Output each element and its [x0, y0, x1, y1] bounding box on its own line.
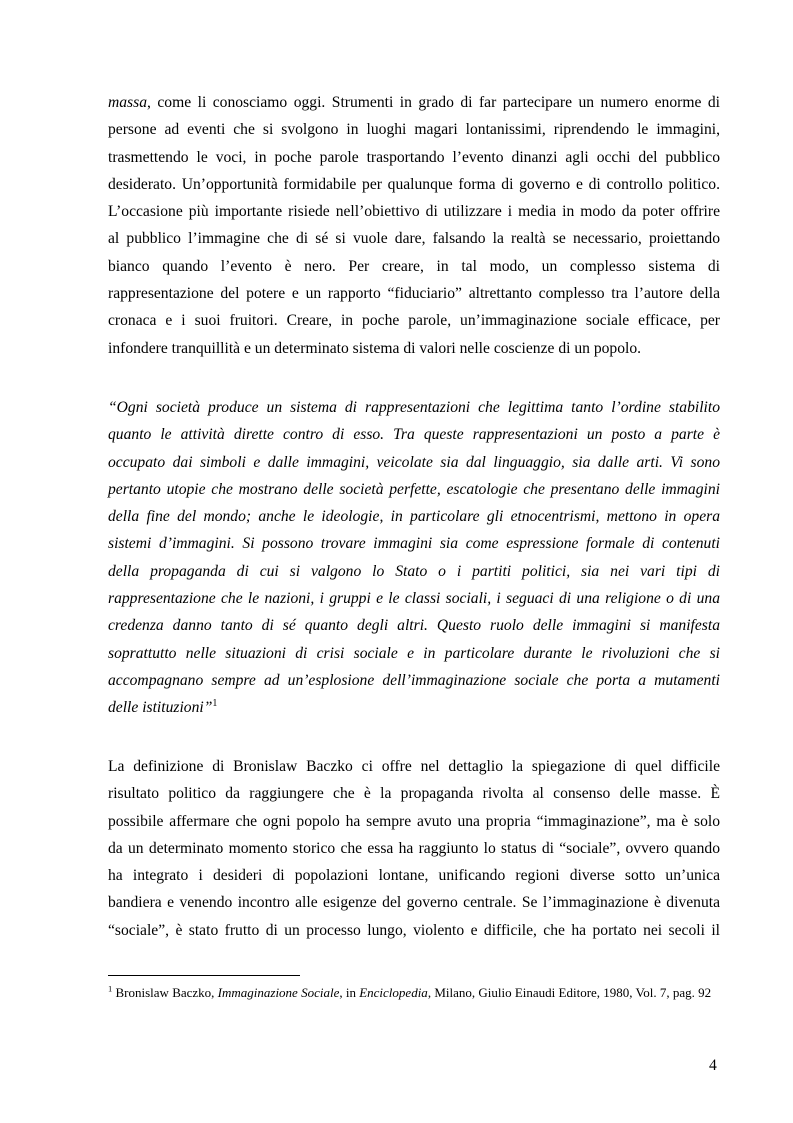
text-line: L’occasione più importante risiede nell’obiettivo di utilizzare i media in modo da poter offrire	[108, 203, 720, 221]
text-line: rappresentazione del potere e un rapporto “fiduciario” altrettanto complesso tra l’autore della	[108, 285, 720, 303]
text-line: ha integrato i desideri di popolazioni lontane, unificando regioni diverse sotto un’unica	[108, 867, 720, 885]
footnote-middle: , in	[339, 985, 360, 1000]
quote-line-text: delle istituzioni”	[108, 699, 213, 717]
quote-line: occupato dai simboli e dalle immagini, veicolate sia dal linguaggio, sia dalle arti. Vi sono	[108, 453, 720, 471]
paragraph-2	[108, 753, 720, 944]
quote-line: credenza danno tanto di sé quanto degli altri. Questo ruolo delle immagini si manifesta	[108, 617, 720, 635]
text-line	[108, 89, 720, 116]
quote-line: della propaganda di cui si valgono lo Stato o i partiti politici, sia nei vari tipi di	[108, 562, 720, 580]
quote-line: “Ogni società produce un sistema di rappresentazioni che legittima tanto l’ordine stabilito	[108, 399, 720, 416]
quote-line: pertanto utopie che mostrano delle società perfette, escatologie che presentano delle immagini	[108, 480, 720, 498]
text-line: da un determinato momento storico che essa ha raggiunto lo status di “sociale”, ovvero quando	[108, 839, 720, 857]
footnote-author: Bronislaw Baczko,	[112, 985, 218, 1000]
text-line: trasmettendo le voci, in poche parole trasportando l’evento dinanzi agli occhi del pubblico	[108, 148, 720, 166]
footnote-reference[interactable]: 1	[212, 698, 218, 710]
footnote-work: Enciclopedia	[359, 985, 428, 1000]
footnote-title: Immaginazione Sociale	[217, 985, 340, 1000]
quote-line: accompagnano sempre ad un’esplosione dell’immaginazione sociale che porta a mutamenti	[108, 671, 720, 689]
footnote-separator	[108, 975, 300, 976]
text-line: “sociale”, è stato frutto di un processo lungo, violento e difficile, che ha portato nei secoli il	[108, 921, 720, 939]
text-line: La definizione di Bronislaw Baczko ci offre nel dettaglio la spiegazione di quel difficile	[108, 758, 720, 775]
text-line: persone ad eventi che si svolgono in luoghi magari lontanissimi, riprendendo le immagini,	[108, 121, 720, 139]
text-line: bianco quando l’evento è nero. Per creare, in tal modo, un complesso sistema di	[108, 257, 720, 275]
quote-line: quanto le attività dirette contro di esso. Tra queste rappresentazioni un posto a parte è	[108, 426, 720, 444]
block-quote	[108, 394, 720, 722]
text-line: al pubblico l’immagine che di sé si vuole dare, falsando la realtà se necessario, proiettando	[108, 230, 720, 248]
italic-lead: massa	[108, 94, 147, 111]
footnote	[108, 985, 720, 1001]
quote-line: rappresentazione che le nazioni, i gruppi e le classi sociali, i seguaci di una religione o di una	[108, 590, 720, 608]
footnote-number: 1	[108, 983, 113, 994]
quote-line: sistemi d’immagini. Si possono trovare immagini sia come espressione formale di contenuti	[108, 535, 720, 553]
text-line: risultato politico da raggiungere che è la propaganda rivolta al consenso delle masse. È	[108, 785, 720, 803]
footnote-rest: , Milano, Giulio Einaudi Editore, 1980, Vol. 7, pag. 92	[427, 985, 712, 1000]
quote-line: soprattutto nelle situazioni di crisi sociale e in particolare durante le rivoluzioni che si	[108, 644, 720, 662]
text-line: desiderato. Un’opportunità formidabile per qualunque forma di governo e di controllo politico.	[108, 175, 720, 193]
quote-line: della fine del mondo; anche le ideologie, in particolare gli etnocentrismi, mettono in opera	[108, 508, 720, 526]
text-line: possibile affermare che ogni popolo ha sempre avuto una propria “immaginazione”, ma è solo	[108, 812, 720, 830]
text-line: infondere tranquillità e un determinato sistema di valori nelle coscienze di un popolo.	[108, 339, 642, 357]
quote-line-last	[108, 694, 720, 721]
line-text: , come li conosciamo oggi. Strumenti in grado di far partecipare un numero enorme di	[147, 94, 720, 111]
page-number: 4	[709, 1057, 717, 1074]
text-line: bandiera e venendo incontro alle esigenze del governo centrale. Se l’immaginazione è divenuta	[108, 894, 720, 912]
paragraph-1	[108, 89, 720, 362]
text-line: cronaca e i suoi fruitori. Creare, in poche parole, un’immaginazione sociale efficace, per	[108, 312, 720, 330]
